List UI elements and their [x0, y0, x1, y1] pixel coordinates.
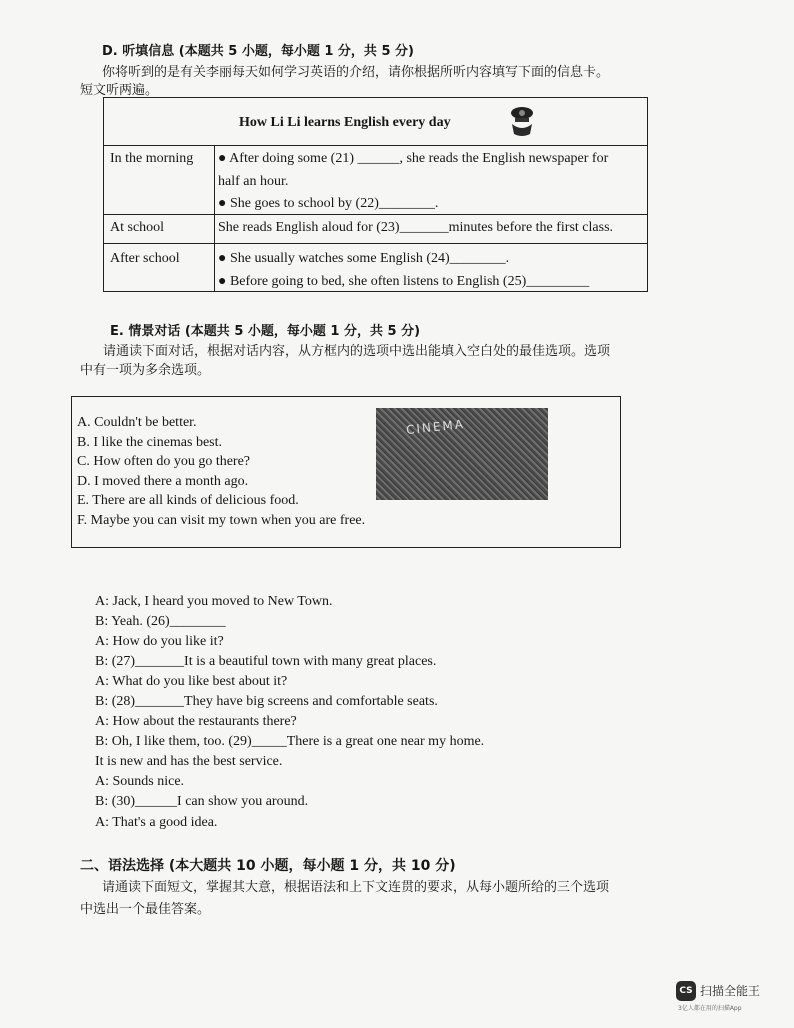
dialogue-line: B: Yeah. (26)________: [95, 614, 226, 629]
info-card: [103, 97, 648, 292]
card-column-divider: [214, 145, 215, 291]
option-f: F. Maybe you can visit my town when you are free.: [77, 513, 366, 528]
option-b: B. I like the cinemas best.: [77, 435, 223, 450]
scanner-logo: CS: [676, 981, 696, 1001]
section-e-instruction: 请通读下面对话，根据对话内容，从方框内的选项中选出能填入空白处的最佳选项。选项: [103, 344, 611, 359]
card-divider: [104, 243, 647, 244]
section-d-heading: D. 听填信息 (本题共 5 小题，每小题 1 分，共 5 分): [102, 44, 414, 59]
card-divider: [104, 214, 647, 215]
dialogue-line: A: What do you like best about it?: [95, 674, 288, 689]
card-divider: [104, 145, 647, 146]
dialogue-line: A: How about the restaurants there?: [95, 714, 297, 729]
option-e: E. There are all kinds of delicious food.: [77, 493, 299, 508]
cinema-sign: CINEMA: [405, 416, 466, 438]
scanner-name: 扫描全能王: [700, 984, 761, 998]
option-d: D. I moved there a month ago.: [77, 474, 249, 489]
grammar-instruction-cont: 中选出一个最佳答案。: [80, 902, 211, 917]
dialogue-line: B: (27)_______It is a beautiful town with many great places.: [95, 654, 437, 669]
dialogue-line: B: (28)_______They have big screens and comfortable seats.: [95, 694, 438, 709]
row-label-school: At school: [110, 220, 165, 235]
row-text: ● She usually watches some English (24)________.: [218, 251, 510, 266]
info-card-title: How Li Li learns English every day: [239, 115, 451, 130]
option-c: C. How often do you go there?: [77, 454, 251, 469]
dialogue-line: A: Jack, I heard you moved to New Town.: [95, 594, 333, 609]
dialogue-line: B: Oh, I like them, too. (29)_____There is a great one near my home.: [95, 734, 485, 749]
section-e-heading: E. 情景对话 (本题共 5 小题，每小题 1 分，共 5 分): [110, 324, 421, 339]
section-e-instruction-cont: 中有一项为多余选项。: [80, 363, 211, 378]
dialogue-line: A: That's a good idea.: [95, 815, 218, 830]
row-label-morning: In the morning: [110, 151, 194, 166]
cinema-image: [376, 408, 548, 500]
row-text: She reads English aloud for (23)_______minutes before the first class.: [218, 220, 614, 235]
row-text: ● After doing some (21) ______, she reads the English newspaper for: [218, 151, 609, 166]
emblem-icon: [506, 104, 538, 138]
grammar-heading: 二、语法选择 (本大题共 10 小题，每小题 1 分，共 10 分): [80, 858, 456, 874]
dialogue-line: A: Sounds nice.: [95, 774, 185, 789]
options-box: [71, 396, 621, 548]
dialogue-line: A: How do you like it?: [95, 634, 224, 649]
scanner-tagline: 3亿人都在用的扫描App: [678, 1005, 742, 1012]
section-d-instruction: 你将听到的是有关李丽每天如何学习英语的介绍，请你根据所听内容填写下面的信息卡。: [102, 65, 610, 80]
dialogue-line: It is new and has the best service.: [95, 754, 283, 769]
section-d-instruction-cont: 短文听两遍。: [80, 83, 159, 98]
row-label-after-school: After school: [110, 251, 180, 266]
row-text: ● She goes to school by (22)________.: [218, 196, 439, 211]
grammar-instruction: 请通读下面短文，掌握其大意，根据语法和上下文连贯的要求，从每小题所给的三个选项: [102, 880, 610, 895]
row-text: ● Before going to bed, she often listens to English (25)_________: [218, 274, 590, 289]
option-a: A. Couldn't be better.: [77, 415, 197, 430]
dialogue-line: B: (30)______I can show you around.: [95, 794, 309, 809]
row-text: half an hour.: [218, 174, 289, 189]
